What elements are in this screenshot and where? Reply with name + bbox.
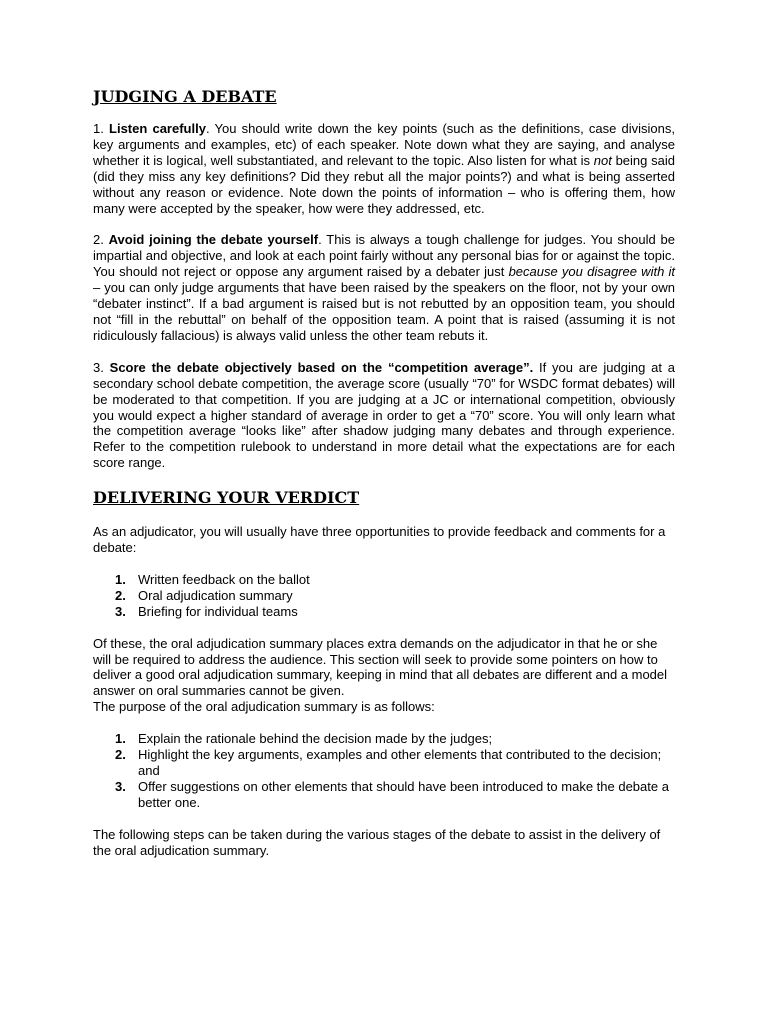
list-number: 3. <box>115 778 126 794</box>
paragraph-text: being said (did they miss any key definitions? Did they rebut all the major points?) and what is being asserted without any reason or evidence. Note down the points of information – who is offering them, how many were accepted by the speaker, how were they addressed, etc. <box>93 152 675 216</box>
list-number: 2. <box>115 587 126 603</box>
item-number: 2. <box>93 232 109 248</box>
paragraph-text: . This is always a tough challenge for judges. You should be impartial and objective, and look at each point fairly without any personal bias for or against the topic. You should not reject or oppose any argument raised by a debater just <box>93 232 675 280</box>
feedback-opportunities-list <box>93 572 675 620</box>
paragraph-score-debate <box>93 360 675 471</box>
paragraph-text: . You should write down the key points (such as the definitions, case divisions, key arguments and examples, etc) of each speaker. Note down what they are saying, and analyse whether it is logical, well substantiated, and relevant to the topic. Also listen for what is <box>93 121 675 168</box>
list-number: 2. <box>115 747 126 763</box>
paragraph-text: If you are judging at a secondary school debate competition, the average score (usually “70” for WSDC format debates) will be moderated to that competition. If you are judging at a JC or international competition, obviously you would expect a higher standard of average in order to get a “70” score. You will only learn what the competition average “looks like” after shadow judging many debates and through experience. Refer to the competition rulebook to understand in more detail what the expectations are for each score range. <box>93 359 675 471</box>
emphasis-disagree: because you disagree with it <box>508 264 675 280</box>
list-item-text: Offer suggestions on other elements that should have been introduced to make the debate a better one. <box>138 778 669 810</box>
heading-delivering-verdict: DELIVERING YOUR VERDICT <box>93 488 360 508</box>
item-number: 3. <box>93 359 110 375</box>
paragraph-following-steps: The following steps can be taken during the various stages of the debate to assist in the delivery of the oral adjudication summary. <box>93 826 661 858</box>
emphasis-not: not <box>593 152 612 168</box>
list-number: 1. <box>115 571 126 587</box>
lead-listen-carefully: Listen carefully <box>109 121 206 136</box>
lead-score-debate: Score the debate objectively based on the “competition average”. <box>109 359 534 375</box>
list-item <box>93 572 675 588</box>
document-body <box>93 86 675 875</box>
paragraph-verdict-intro: As an adjudicator, you will usually have three opportunities to provide feedback and comments for a debate: <box>93 524 666 556</box>
list-item <box>93 604 675 620</box>
paragraph-purpose: The purpose of the oral adjudication summary is as follows: <box>93 699 435 715</box>
list-item <box>93 779 675 811</box>
paragraph-text: – you can only judge arguments that have been raised by the speakers on the floor, not by your own “debater instinct”. If a bad argument is raised but is not rebutted by an opposition team, you should not “fill in the rebuttal” on behalf of the opposition team. A point that is raised (assuming it is not ridiculously fallacious) is always valid unless the other team rebuts it. <box>93 280 675 343</box>
list-item-text: Oral adjudication summary <box>138 587 293 603</box>
list-item <box>93 588 675 604</box>
list-number: 1. <box>115 731 126 747</box>
list-item-text: Highlight the key arguments, examples and other elements that contributed to the decision; and <box>138 747 662 778</box>
list-item-text: Briefing for individual teams <box>138 603 298 619</box>
list-item <box>93 731 675 747</box>
list-item <box>93 747 675 779</box>
list-item-text: Explain the rationale behind the decision made by the judges; <box>138 731 493 747</box>
item-number: 1. <box>93 121 110 136</box>
purpose-list <box>93 731 675 811</box>
paragraph-oral-summary: Of these, the oral adjudication summary places extra demands on the adjudicator in that he or she will be required to address the audience. This section will seek to provide some pointers on how to deliver a good oral adjudication summary, keeping in mind that all debates are different and a model answer on oral summaries cannot be given. <box>93 635 668 699</box>
list-item-text: Written feedback on the ballot <box>138 571 310 587</box>
lead-avoid-joining: Avoid joining the debate yourself <box>108 232 319 248</box>
heading-judging-a-debate: JUDGING A DEBATE <box>93 87 277 106</box>
paragraph-avoid-joining <box>93 232 675 343</box>
paragraph-listen-carefully <box>93 121 675 216</box>
list-number: 3. <box>115 603 126 619</box>
